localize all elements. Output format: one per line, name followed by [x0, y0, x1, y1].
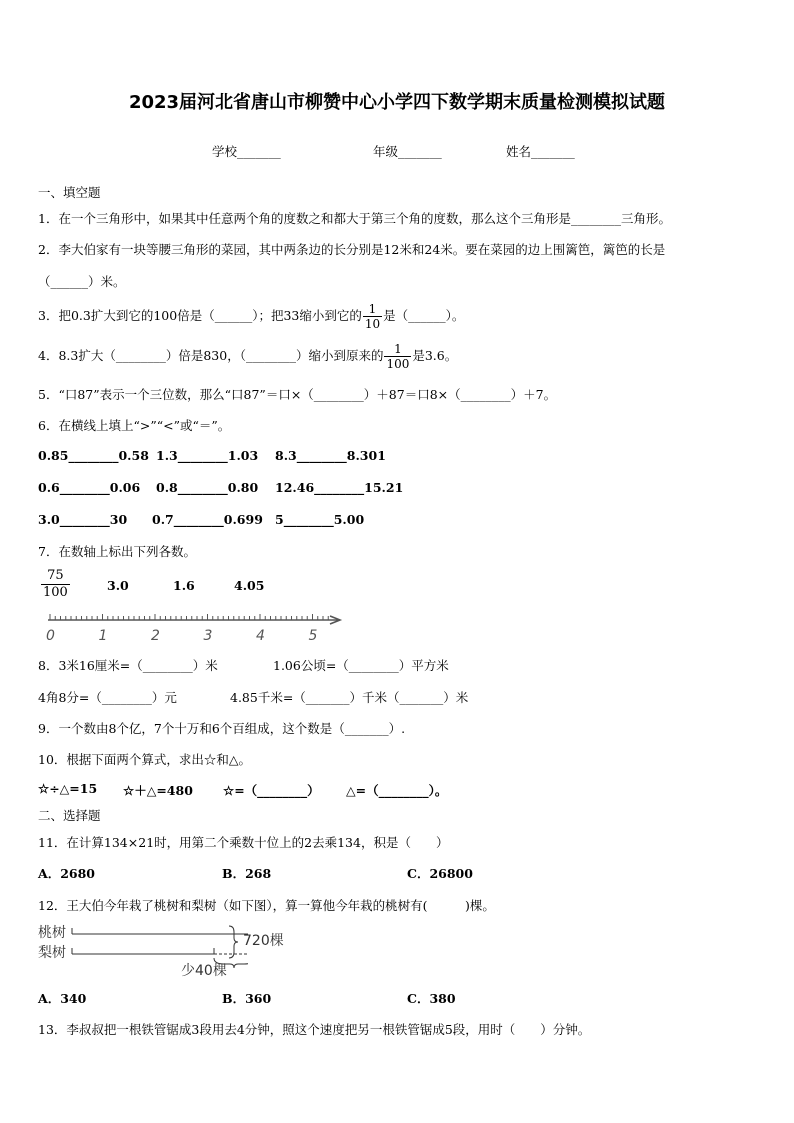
question-13: 13．李叔叔把一根铁管锯成3段用去4分钟，照这个速度把另一根铁管锯成5段，用时（ ）分钟。: [38, 1022, 591, 1037]
tree-diagram: [38, 922, 298, 980]
compare-item: 0.6________0.06: [38, 480, 141, 495]
option-c: C．380: [407, 991, 456, 1006]
equation-1: ☆÷△=15: [38, 781, 98, 796]
value-3-0: 3.0: [107, 578, 129, 593]
option-c: C．26800: [407, 866, 473, 881]
question-11: 11．在计算134×21时，用第二个乘数十位上的2去乘134，积是（ ）: [38, 835, 449, 850]
question-4-text-b: 是3.6。: [412, 348, 458, 363]
fraction-one-tenth: $\frac{1}{10}$: [364, 302, 381, 331]
value-1-6: 1.6: [173, 578, 195, 593]
page-title: 2023届河北省唐山市柳赞中心小学四下数学期末质量检测模拟试题: [128, 92, 666, 113]
compare-item: 12.46________15.21: [275, 480, 404, 495]
compare-item: 8.3________8.301: [275, 448, 386, 463]
question-12: 12．王大伯今年栽了桃树和梨树（如下图），算一算他今年栽的桃树有( )棵。: [38, 898, 495, 913]
axis-label: 4: [256, 628, 265, 644]
number-line: [40, 610, 350, 646]
value-4-05: 4.05: [234, 578, 265, 593]
question-9: 9．一个数由8个亿，7个十万和6个百组成，这个数是（_______）.: [38, 721, 406, 736]
question-7: 7．在数轴上标出下列各数。: [38, 544, 196, 559]
option-a: A．340: [38, 991, 87, 1006]
compare-item: 0.7________0.699: [152, 512, 263, 527]
question-1: 1．在一个三角形中，如果其中任意两个角的度数之和都大于第三个角的度数，那么这个三角形是________三角形。: [38, 211, 671, 226]
peach-label: 桃树: [38, 925, 66, 941]
question-10: 10．根据下面两个算式，求出☆和△。: [38, 752, 252, 767]
question-4: [38, 342, 457, 371]
total-label: 720棵: [243, 933, 284, 949]
question-3: [38, 302, 464, 331]
compare-item: 0.8________0.80: [156, 480, 259, 495]
compare-item: 1.3________1.03: [156, 448, 259, 463]
question-6: 6．在横线上填上“>”“<”或“＝”。: [38, 418, 231, 433]
question-8-c: 4角8分=（________）元: [38, 690, 177, 705]
question-8-a: 8．3米16厘米=（________）米: [38, 658, 218, 673]
question-8-b: 1.06公顷=（________）平方米: [273, 658, 449, 673]
section-fill-blank: 一、填空题: [38, 185, 101, 200]
option-a: A．2680: [38, 866, 95, 881]
question-4-text-a: 4．8.3扩大（________）倍是830，（________）缩小到原来的: [38, 348, 384, 363]
equation-4: △=（________）。: [346, 783, 448, 798]
compare-item: 3.0________30: [38, 512, 128, 527]
question-3-text-a: 3．把0.3扩大到它的100倍是（______）；把33缩小到它的: [38, 308, 362, 323]
grade-field: 年级_______: [373, 144, 442, 159]
equation-3: ☆=（________）: [223, 783, 320, 798]
axis-label: 0: [46, 628, 55, 644]
option-b: B．268: [222, 866, 272, 881]
question-8-d: 4.85千米=（_______）千米（_______）米: [230, 690, 469, 705]
axis-label: 2: [151, 628, 160, 644]
axis-label: 1: [98, 628, 108, 644]
difference-label: 少40棵: [181, 963, 227, 979]
question-5: 5．“口87”表示一个三位数，那么“口87”＝口×（________）＋87＝口8×（________）＋7。: [38, 387, 557, 402]
question-2-line2: （______）米。: [38, 274, 126, 289]
pear-label: 梨树: [38, 945, 66, 961]
section-multiple-choice: 二、选择题: [38, 808, 101, 823]
option-b: B．360: [222, 991, 272, 1006]
name-field: 姓名_______: [506, 144, 575, 159]
axis-label: 3: [203, 628, 213, 644]
equation-2: ☆＋△=480: [123, 783, 193, 798]
compare-item: 5________5.00: [275, 512, 365, 527]
axis-label: 5: [308, 628, 318, 644]
question-3-text-b: 是（______）。: [383, 308, 465, 323]
brace-icon: [228, 924, 240, 960]
fraction-75-100: $\frac{75}{100}$: [43, 568, 68, 600]
compare-item: 0.85________0.58: [38, 448, 149, 463]
school-field: 学校_______: [212, 144, 281, 159]
fraction-one-hundredth: $\frac{1}{100}$: [386, 342, 410, 371]
question-2-line1: 2．李大伯家有一块等腰三角形的菜园，其中两条边的长分别是12米和24米。要在菜园的边上围篱笆，篱笆的长是: [38, 242, 666, 257]
